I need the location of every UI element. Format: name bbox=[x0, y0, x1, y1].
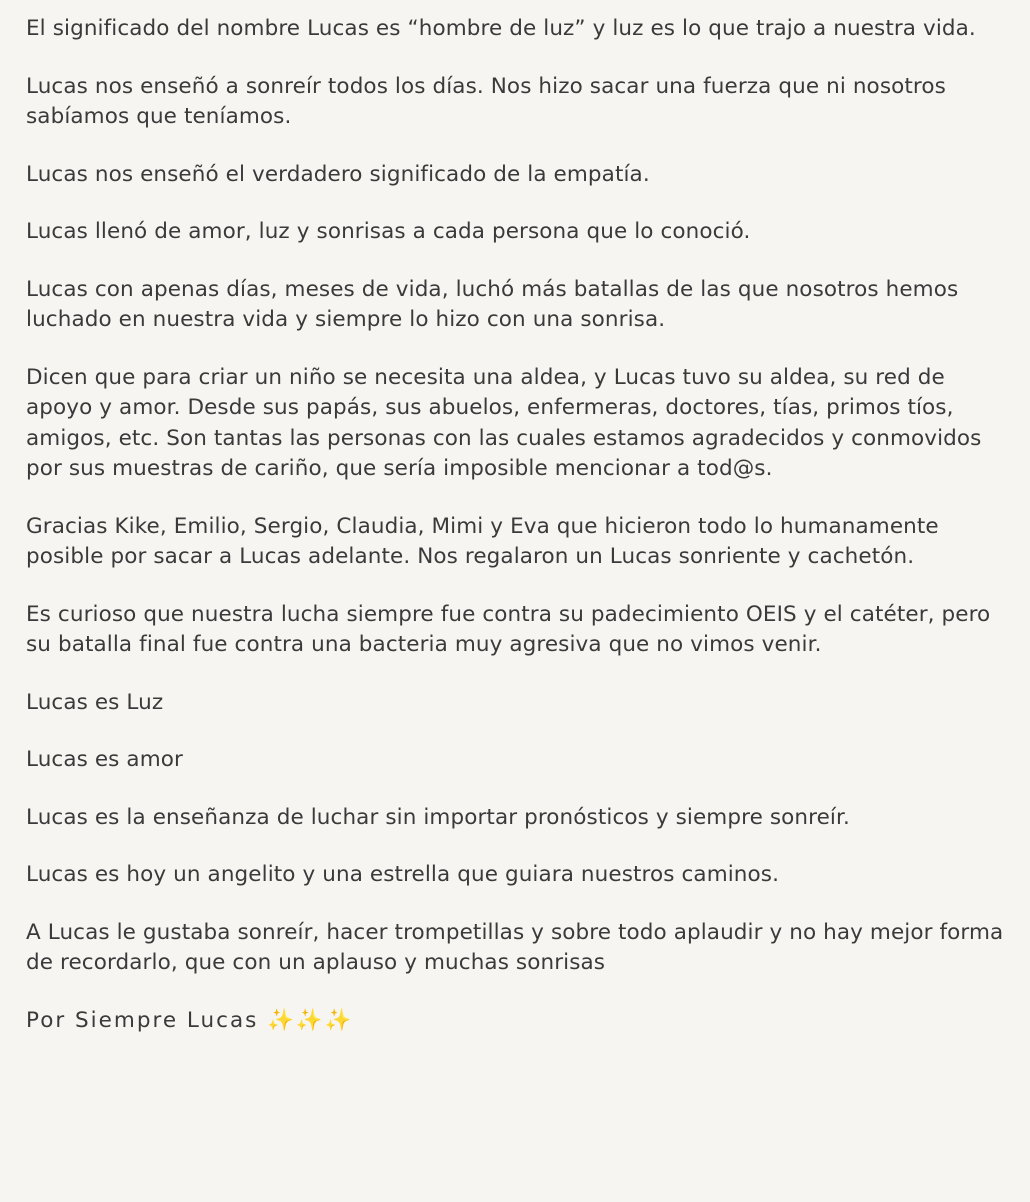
paragraph: A Lucas le gustaba sonreír, hacer trompetillas y sobre todo aplaudir y no hay mejor forma de recordarlo, que con un aplauso y muchas sonrisas bbox=[26, 919, 1004, 976]
paragraph: Es curioso que nuestra lucha siempre fue contra su padecimiento OEIS y el catéter, pero su batalla final fue contra una bacteria muy agresiva que no vimos venir. bbox=[26, 601, 991, 658]
paragraph: Dicen que para criar un niño se necesita una aldea, y Lucas tuvo su aldea, su red de apoyo y amor. Desde sus papás, sus abuelos, enfermeras, doctores, tías, primos tíos, amigos, etc. Son tantas las personas con las cuales estamos agradecidos y conmovidos por sus muestras de cariño, que sería imposible mencionar a tod@s. bbox=[26, 364, 982, 482]
paragraph: Lucas es hoy un angelito y una estrella que guiara nuestros caminos. bbox=[26, 862, 780, 888]
paragraph: Gracias Kike, Emilio, Sergio, Claudia, Mimi y Eva que hicieron todo lo humanamente posible por sacar a Lucas adelante. Nos regalaron un Lucas sonriente y cachetón. bbox=[26, 513, 939, 570]
signature-paragraph: Por Siempre Lucas ✨✨✨ bbox=[26, 1007, 354, 1033]
paragraph: Lucas con apenas días, meses de vida, luchó más batallas de las que nosotros hemos luchado en nuestra vida y siempre lo hizo con una sonrisa. bbox=[26, 276, 959, 333]
paragraph: Lucas es Luz bbox=[26, 689, 164, 715]
paragraph: Lucas es la enseñanza de luchar sin importar pronósticos y siempre sonreír. bbox=[26, 804, 850, 830]
paragraph: El significado del nombre Lucas es “hombre de luz” y luz es lo que trajo a nuestra vida. bbox=[26, 16, 976, 41]
paragraph: Lucas llenó de amor, luz y sonrisas a cada persona que lo conoció. bbox=[26, 219, 751, 245]
paragraph: Lucas nos enseñó el verdadero significado de la empatía. bbox=[26, 161, 650, 187]
paragraph: Lucas es amor bbox=[26, 747, 183, 773]
paragraph: Lucas nos enseñó a sonreír todos los días. Nos hizo sacar una fuerza que ni nosotros sabíamos que teníamos. bbox=[26, 73, 946, 130]
